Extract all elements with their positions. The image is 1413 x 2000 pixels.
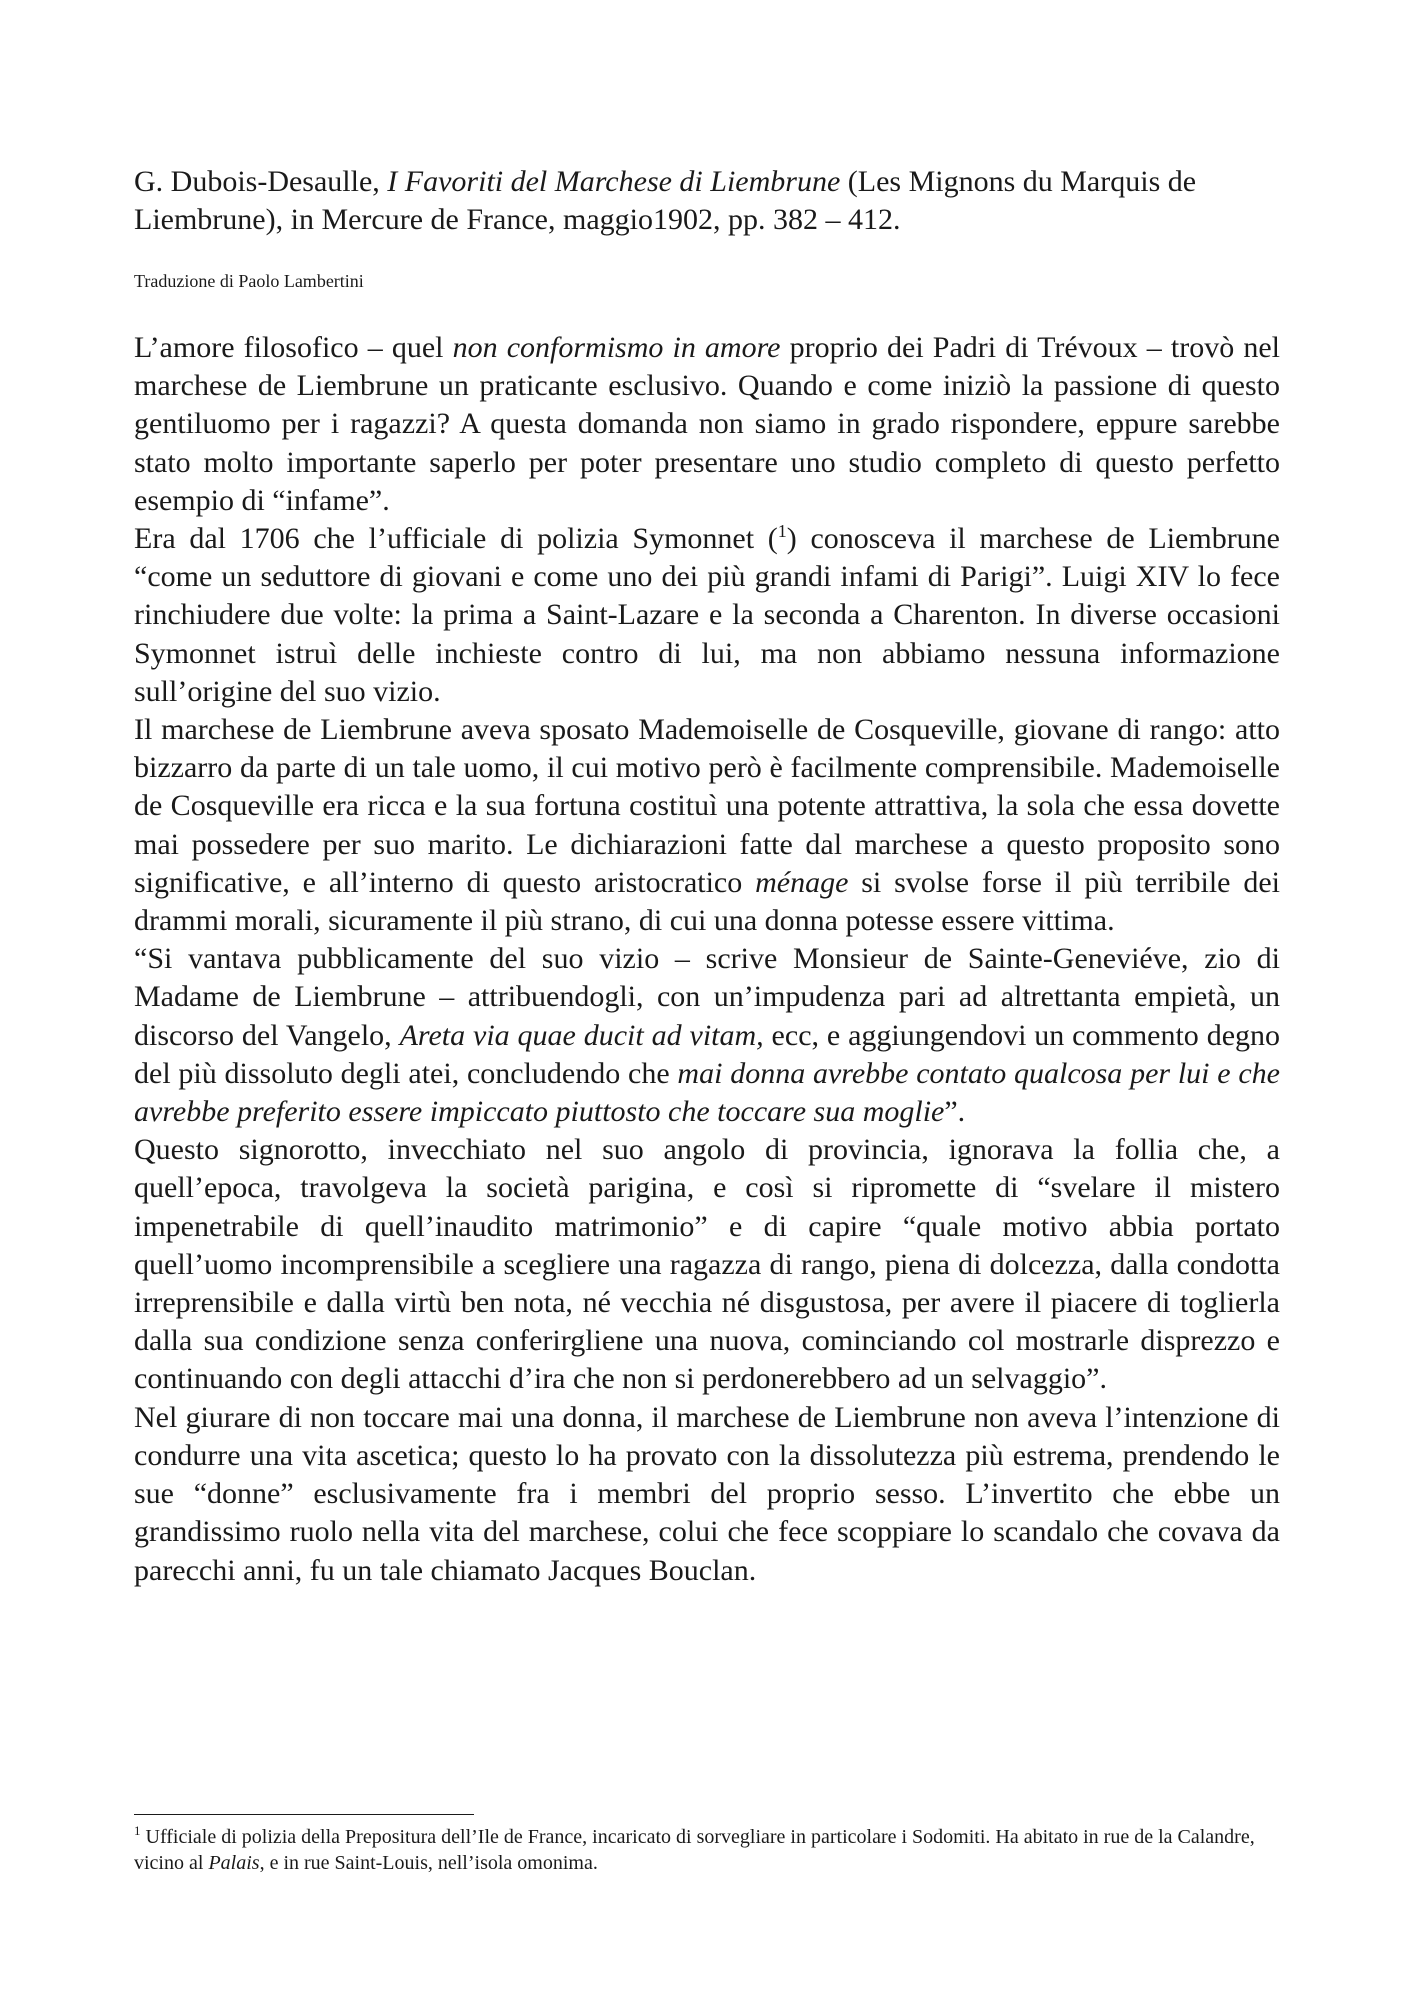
paragraph-2: Era dal 1706 che l’ufficiale di polizia Symonnet ($^1$) conosceva il marchese de Liembrune “come un seduttore di giovani e come uno dei più grandi infami di Parigi”. Luigi XIV lo fece rinchiudere due volte: la prima a Saint-Lazare e la seconda a Charenton. In diverse occasioni Symonnet istruì delle inchieste contro di lui, ma non abbiamo nessuna informazione sull’origine del suo vizio. <box>134 521 1280 708</box>
document-page <box>134 163 1280 1590</box>
citation-title: I Favoriti del Marchese di Liembrune <box>387 165 841 198</box>
citation-heading <box>134 163 1280 239</box>
paragraph-3: Il marchese de Liembrune aveva sposato Mademoiselle de Cosqueville, giovane di rango: atto bizzarro da parte di un tale uomo, il cui motivo però è facilmente comprensibile. Mademoiselle de Cosqueville era ricca e la sua fortuna costituì una potente attrattiva, la sola che essa dovette mai possedere per suo marito. Le dichiarazioni fatte dal marchese a questo proposito sono significative, e all’interno di questo aristocratico ménage si svolse forse il più terribile dei drammi morali, sicuramente il più strano, di cui una donna potesse essere vittima. <box>134 713 1280 938</box>
paragraph-5: Questo signorotto, invecchiato nel suo angolo di provincia, ignorava la follia che, a quell’epoca, travolgeva la società parigina, e così si ripromette di “svelare il mistero impenetrabile di quell’inaudito matrimonio” e di capire “quale motivo abbia portato quell’uomo incomprensibile a scegliere una ragazza di rango, piena di dolcezza, dalla condotta irreprensibile e dalla virtù ben nota, né vecchia né disgustosa, per avere il piacere di toglierla dalla sua condizione senza conferirgliene una nuova, cominciando col mostrarle disprezzo e continuando con degli attacchi d’ira che non si perdonerebbero ad un selvaggio”. <box>134 1133 1280 1396</box>
citation-details: (Les Mignons du Marquis de Liembrune), in Mercure de France, maggio1902, pp. 382 – 412. <box>134 165 1197 236</box>
citation-author: G. Dubois-Desaulle, <box>134 165 388 198</box>
footnote-reference[interactable]: 1 <box>777 521 787 542</box>
footnote: $^1$ Ufficiale di polizia della Prepositura dell’Ile de France, incaricato di sorvegliare in particolare i Sodomiti. Ha abitato in rue de la Calandre, vicino al Palais, e in rue Saint-Louis, nell’isola omonima. <box>134 1823 1255 1874</box>
footnote-divider <box>134 1814 474 1815</box>
translator-credit: Traduzione di Paolo Lambertini <box>134 271 364 291</box>
paragraph-6: Nel giurare di non toccare mai una donna, il marchese de Liembrune non aveva l’intenzione di condurre una vita ascetica; questo lo ha provato con la dissolutezza più estrema, prendendo le sue “donne” esclusivamente fra i membri del proprio sesso. L’invertito che ebbe un grandissimo ruolo nella vita del marchese, colui che fece scoppiare lo scandalo che covava da parecchi anni, fu un tale chiamato Jacques Bouclan. <box>134 1400 1280 1587</box>
paragraph-1: L’amore filosofico – quel non conformismo in amore proprio dei Padri di Trévoux – trovò nel marchese de Liembrune un praticante esclusivo. Quando e come iniziò la passione di questo gentiluomo per i ragazzi? A questa domanda non siamo in grado rispondere, eppure sarebbe stato molto importante saperlo per poter presentare uno studio completo di questo perfetto esempio di “infame”. <box>134 331 1280 517</box>
article-body <box>134 329 1280 1590</box>
footnote-number: 1 <box>134 1823 141 1838</box>
paragraph-4: “Si vantava pubblicamente del suo vizio – scrive Monsieur de Sainte-Geneviéve, zio di Madame de Liembrune – attribuendogli, con un’impudenza pari ad altrettanta empietà, un discorso del Vangelo, Areta via quae ducit ad vitam, ecc, e aggiungendovi un commento degno del più dissoluto degli atei, concludendo che mai donna avrebbe contato qualcosa per lui e che avrebbe preferito essere impiccato piuttosto che toccare sua moglie”. <box>134 942 1281 1129</box>
